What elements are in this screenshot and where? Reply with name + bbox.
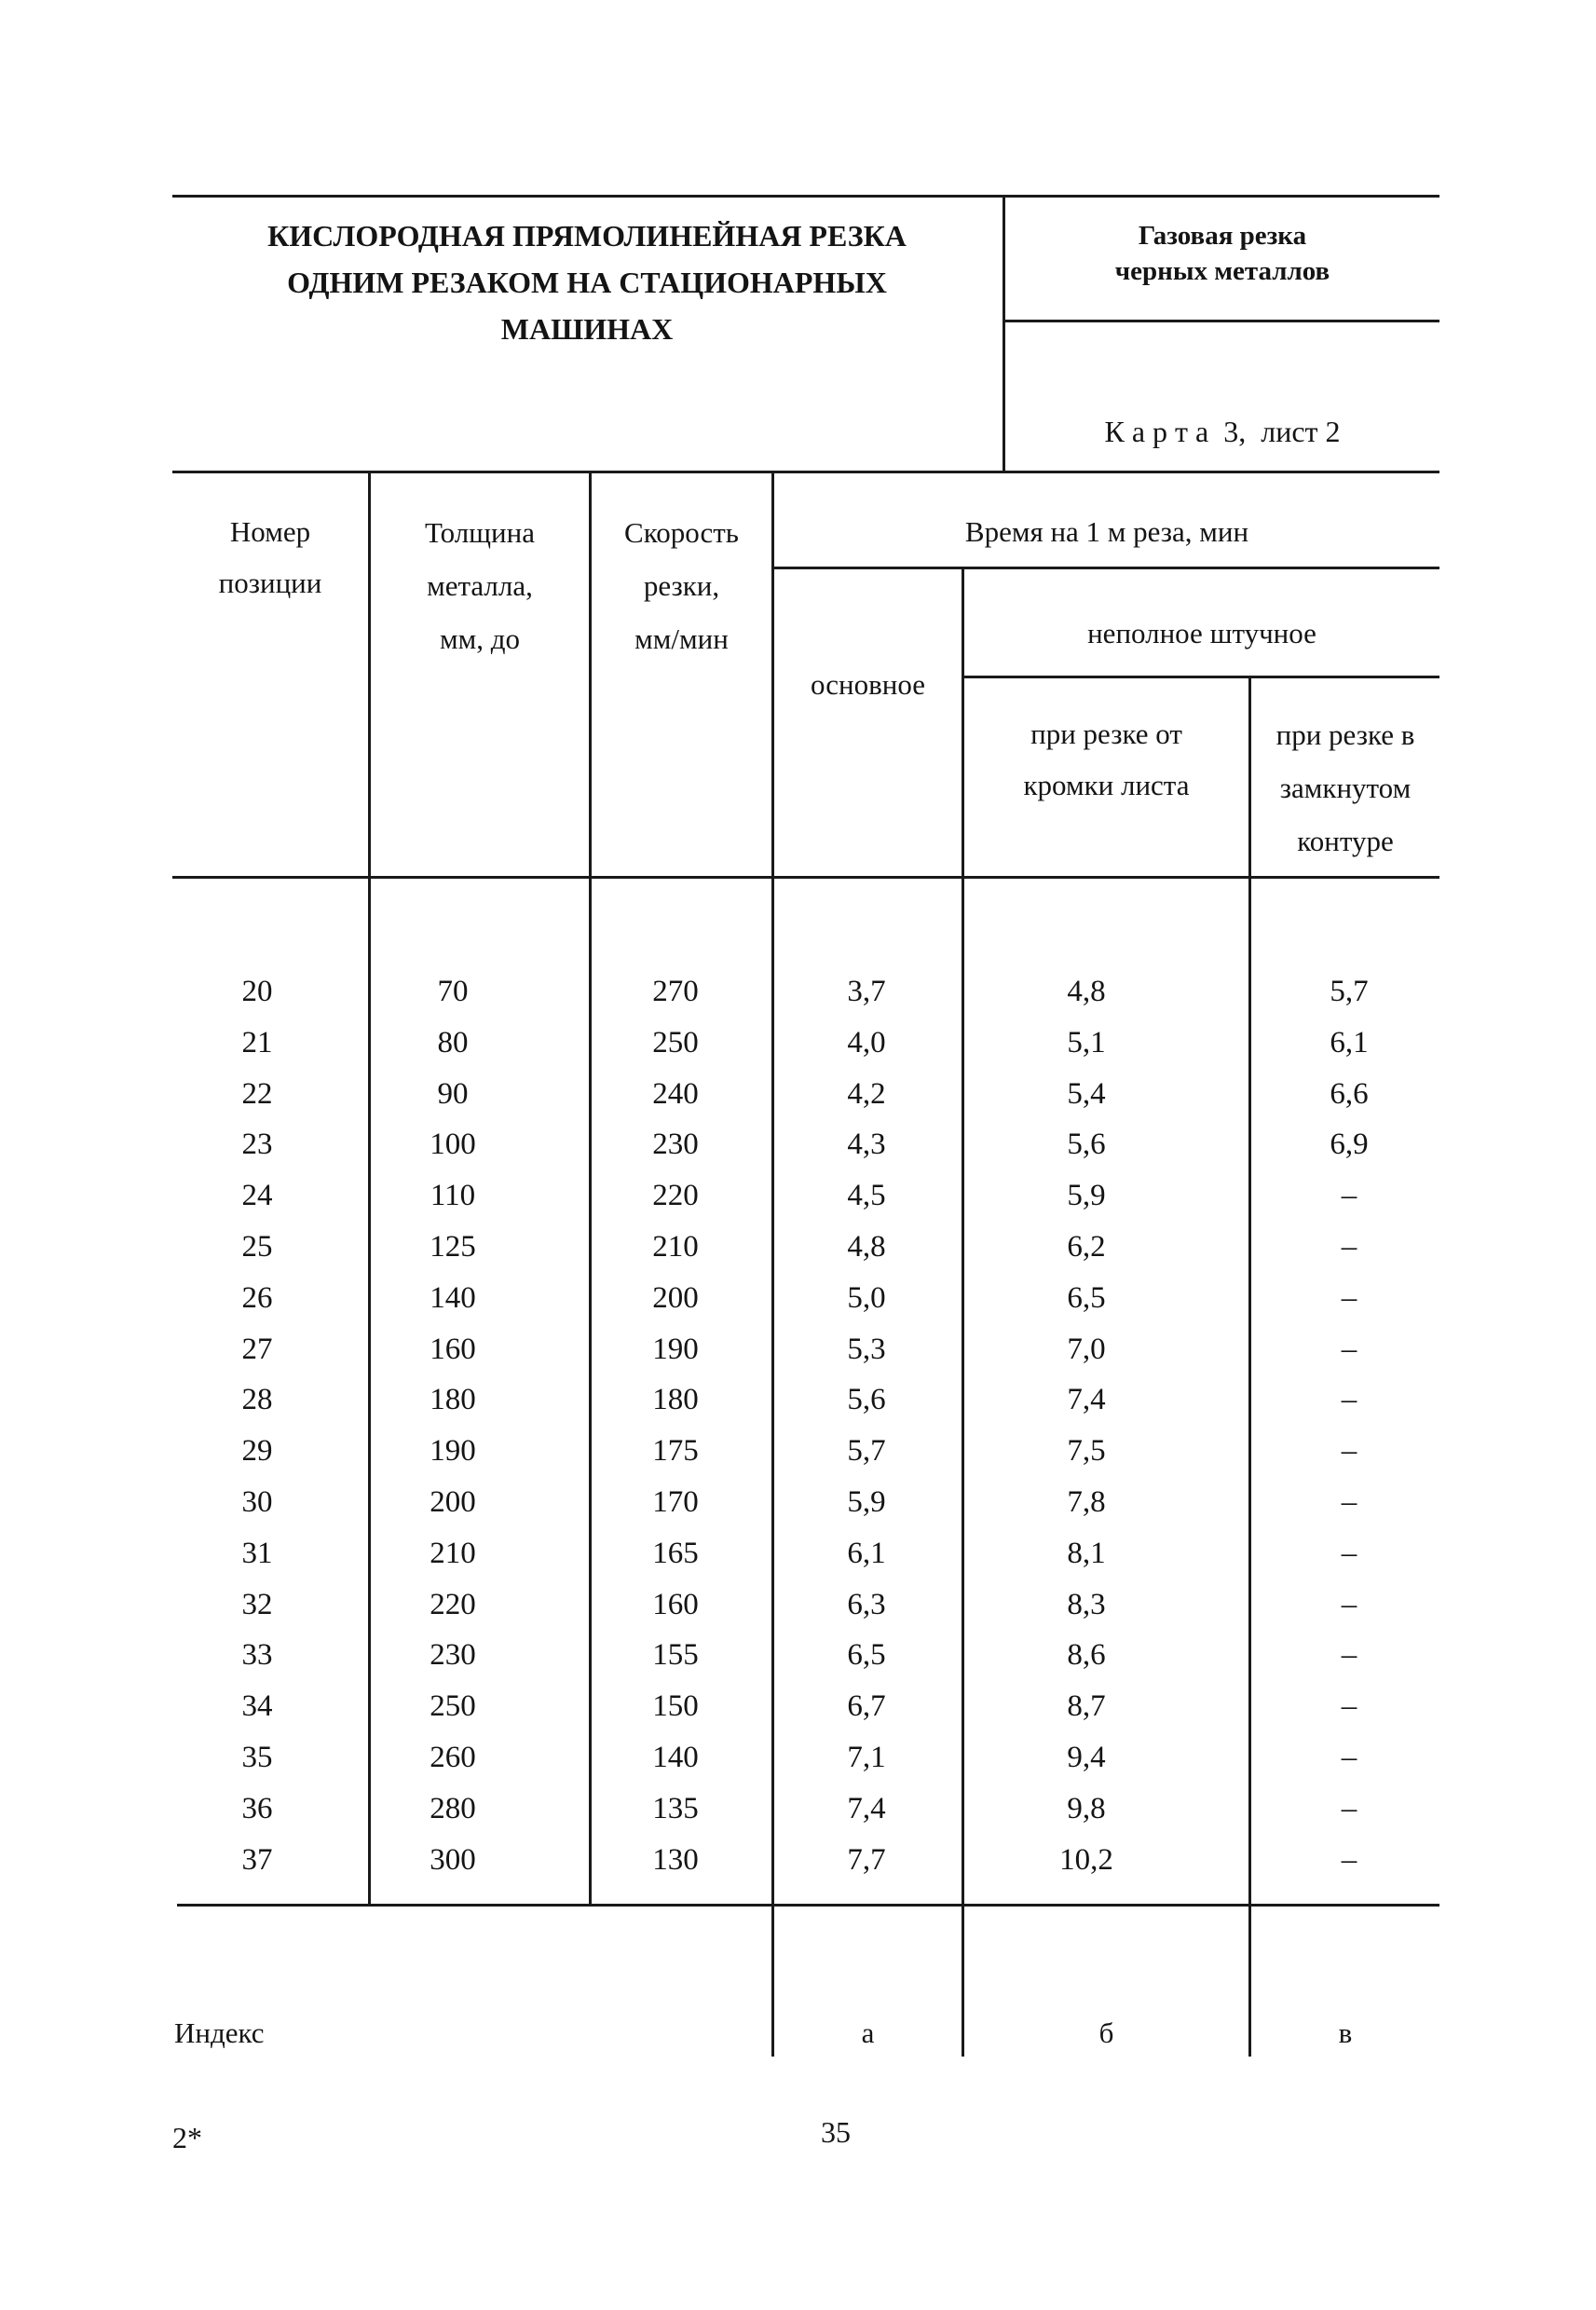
cell-speed: 220 xyxy=(652,1179,699,1213)
cell-edge: 5,4 xyxy=(1067,1076,1106,1111)
index-basic: а xyxy=(861,2016,875,2049)
cell-pos: 31 xyxy=(241,1536,273,1570)
title-line-1: КИСЛОРОДНАЯ ПРЯМОЛИНЕЙНАЯ РЕЗКА xyxy=(267,219,907,253)
cell-speed: 240 xyxy=(652,1076,699,1111)
cell-closed: 6,9 xyxy=(1330,1128,1369,1162)
cell-edge: 7,0 xyxy=(1067,1332,1106,1366)
cell-closed: – xyxy=(1341,1536,1357,1570)
index-label: Индекс xyxy=(174,2016,265,2049)
cell-closed: – xyxy=(1341,1740,1357,1774)
cell-speed: 165 xyxy=(652,1536,699,1570)
header-thickness: Толщина металла, мм, до xyxy=(425,516,535,655)
cell-closed: – xyxy=(1341,1484,1357,1519)
cell-pos: 30 xyxy=(241,1484,273,1519)
card-number: К а р т а 3, лист 2 xyxy=(1104,415,1341,448)
cell-thickness: 80 xyxy=(437,1025,469,1059)
cell-closed: – xyxy=(1341,1587,1357,1621)
cell-closed: – xyxy=(1341,1229,1357,1264)
cell-pos: 28 xyxy=(241,1383,273,1417)
cell-basic: 5,3 xyxy=(847,1332,886,1366)
cell-edge: 7,8 xyxy=(1067,1484,1106,1519)
document-title xyxy=(172,212,1002,352)
cell-basic: 7,1 xyxy=(847,1740,886,1774)
table-row xyxy=(177,1732,1444,1784)
cell-speed: 230 xyxy=(652,1128,699,1162)
table-row xyxy=(177,1835,1444,1886)
cell-speed: 270 xyxy=(652,975,699,1008)
cell-edge: 9,4 xyxy=(1067,1740,1106,1774)
cell-speed: 140 xyxy=(652,1740,699,1774)
header-bottom-rule xyxy=(172,471,1439,473)
cell-basic: 5,7 xyxy=(847,1434,886,1469)
cell-speed: 130 xyxy=(652,1842,699,1877)
cell-edge: 6,5 xyxy=(1067,1280,1106,1315)
cell-basic: 4,2 xyxy=(847,1076,886,1111)
table-row xyxy=(177,1579,1444,1631)
cell-thickness: 190 xyxy=(430,1434,476,1469)
header-speed: Скорость резки, мм/мин xyxy=(624,516,739,655)
cell-basic: 5,6 xyxy=(847,1383,886,1417)
cell-basic: 6,5 xyxy=(847,1638,886,1673)
cell-speed: 190 xyxy=(652,1332,699,1366)
cell-basic: 7,7 xyxy=(847,1842,886,1877)
cell-thickness: 230 xyxy=(430,1638,476,1673)
cell-pos: 36 xyxy=(241,1791,273,1825)
cell-edge: 4,8 xyxy=(1067,975,1106,1008)
cell-speed: 170 xyxy=(652,1484,699,1519)
header-closed: при резке в замкнутом контуре xyxy=(1275,718,1415,857)
cell-basic: 5,9 xyxy=(847,1484,886,1519)
cell-pos: 26 xyxy=(241,1280,273,1315)
cell-basic: 4,5 xyxy=(847,1179,886,1213)
cell-edge: 7,4 xyxy=(1067,1383,1106,1417)
cell-edge: 7,5 xyxy=(1067,1434,1106,1469)
cell-thickness: 260 xyxy=(430,1740,476,1774)
index-edge: б xyxy=(1098,2016,1114,2049)
cell-thickness: 125 xyxy=(430,1229,476,1264)
header-edge: при резке от кромки листа xyxy=(1023,718,1190,801)
cell-edge: 6,2 xyxy=(1067,1229,1106,1264)
table-row xyxy=(177,966,1444,1018)
table-row xyxy=(177,1273,1444,1324)
table-row xyxy=(177,1784,1444,1835)
table-row xyxy=(177,1170,1444,1222)
cell-pos: 22 xyxy=(241,1076,273,1111)
category-rule xyxy=(1003,320,1439,322)
cell-closed: – xyxy=(1341,1280,1357,1315)
cell-pos: 21 xyxy=(241,1025,273,1059)
page-number: 35 xyxy=(821,2115,851,2149)
cell-speed: 150 xyxy=(652,1689,699,1724)
cell-edge: 5,9 xyxy=(1067,1179,1106,1213)
cell-thickness: 210 xyxy=(430,1536,476,1570)
table-row xyxy=(177,1630,1444,1681)
cell-pos: 27 xyxy=(241,1332,273,1366)
cell-thickness: 90 xyxy=(437,1076,469,1111)
title-line-3: МАШИНАХ xyxy=(500,312,674,346)
cell-closed: – xyxy=(1341,1434,1357,1469)
header-position: Номер позиции xyxy=(218,515,322,599)
index-closed: в xyxy=(1338,2016,1353,2049)
data-rows xyxy=(177,966,1444,1885)
cell-thickness: 160 xyxy=(430,1332,476,1366)
cell-basic: 4,8 xyxy=(847,1229,886,1264)
cell-basic: 4,3 xyxy=(847,1128,886,1162)
time-group-rule xyxy=(773,567,1439,569)
cell-pos: 29 xyxy=(241,1434,273,1469)
cell-closed: – xyxy=(1341,1638,1357,1673)
incomplete-group-rule xyxy=(963,676,1439,678)
cell-closed: 6,6 xyxy=(1330,1076,1369,1111)
cell-closed: – xyxy=(1341,1689,1357,1724)
cell-edge: 5,6 xyxy=(1067,1128,1106,1162)
cell-pos: 35 xyxy=(241,1740,273,1774)
table-row xyxy=(177,1222,1444,1273)
cell-speed: 210 xyxy=(652,1229,699,1264)
cell-closed: – xyxy=(1341,1383,1357,1417)
cell-basic: 7,4 xyxy=(847,1791,886,1825)
table-row xyxy=(177,1119,1444,1170)
cell-closed: – xyxy=(1341,1332,1357,1366)
cell-speed: 250 xyxy=(652,1025,699,1059)
table-row xyxy=(177,1426,1444,1477)
category-line-2: черных металлов xyxy=(1114,256,1330,286)
cell-thickness: 180 xyxy=(430,1383,476,1417)
column-header-bottom-rule xyxy=(172,876,1439,879)
cell-speed: 175 xyxy=(652,1434,699,1469)
cell-basic: 3,7 xyxy=(847,975,886,1008)
cell-edge: 9,8 xyxy=(1067,1791,1106,1825)
header-basic: основное xyxy=(811,668,925,701)
cell-thickness: 280 xyxy=(430,1791,476,1825)
category-label xyxy=(1004,218,1440,289)
cell-closed: 6,1 xyxy=(1330,1025,1369,1059)
cell-pos: 33 xyxy=(241,1638,273,1673)
cell-edge: 8,7 xyxy=(1067,1689,1106,1724)
cell-thickness: 100 xyxy=(430,1128,476,1162)
cell-basic: 6,7 xyxy=(847,1689,886,1724)
table-row xyxy=(177,1528,1444,1579)
cell-closed: – xyxy=(1341,1179,1357,1213)
cell-pos: 20 xyxy=(241,975,273,1008)
cell-pos: 37 xyxy=(241,1842,273,1877)
cell-edge: 10,2 xyxy=(1059,1842,1113,1877)
cell-thickness: 300 xyxy=(430,1842,476,1877)
cell-closed: 5,7 xyxy=(1330,975,1369,1008)
signature-mark: 2* xyxy=(172,2121,202,2154)
cell-edge: 5,1 xyxy=(1067,1025,1106,1059)
category-line-1: Газовая резка xyxy=(1138,221,1307,251)
table-row xyxy=(177,1374,1444,1426)
header-incomplete-group: неполное штучное xyxy=(1087,617,1316,649)
table-row xyxy=(177,1324,1444,1375)
header-time-group: Время на 1 м реза, мин xyxy=(964,515,1249,548)
cell-thickness: 220 xyxy=(430,1587,476,1621)
cell-thickness: 250 xyxy=(430,1689,476,1724)
table-row xyxy=(177,1069,1444,1120)
cell-thickness: 140 xyxy=(430,1280,476,1315)
cell-thickness: 110 xyxy=(430,1179,476,1213)
cell-speed: 180 xyxy=(652,1383,699,1417)
table-bottom-rule xyxy=(177,1904,1439,1907)
cell-thickness: 200 xyxy=(430,1484,476,1519)
table-row xyxy=(177,1018,1444,1069)
cell-edge: 8,6 xyxy=(1067,1638,1106,1673)
cell-basic: 4,0 xyxy=(847,1025,886,1059)
title-line-2: ОДНИМ РЕЗАКОМ НА СТАЦИОНАРНЫХ xyxy=(287,266,887,299)
cell-pos: 25 xyxy=(241,1229,273,1264)
table-row xyxy=(177,1477,1444,1528)
cell-speed: 200 xyxy=(652,1280,699,1315)
cell-basic: 6,3 xyxy=(847,1587,886,1621)
cell-closed: – xyxy=(1341,1842,1357,1877)
cell-thickness: 70 xyxy=(437,975,469,1008)
cell-edge: 8,1 xyxy=(1067,1536,1106,1570)
cell-basic: 6,1 xyxy=(847,1536,886,1570)
cell-edge: 8,3 xyxy=(1067,1587,1106,1621)
cell-basic: 5,0 xyxy=(847,1280,886,1315)
cell-pos: 32 xyxy=(241,1587,273,1621)
cell-pos: 23 xyxy=(241,1128,273,1162)
table-row xyxy=(177,1681,1444,1732)
cell-pos: 24 xyxy=(241,1179,273,1213)
top-rule xyxy=(172,195,1439,198)
cell-pos: 34 xyxy=(241,1689,273,1724)
cell-speed: 155 xyxy=(652,1638,699,1673)
cell-closed: – xyxy=(1341,1791,1357,1825)
cell-speed: 135 xyxy=(652,1791,699,1825)
cell-speed: 160 xyxy=(652,1587,699,1621)
